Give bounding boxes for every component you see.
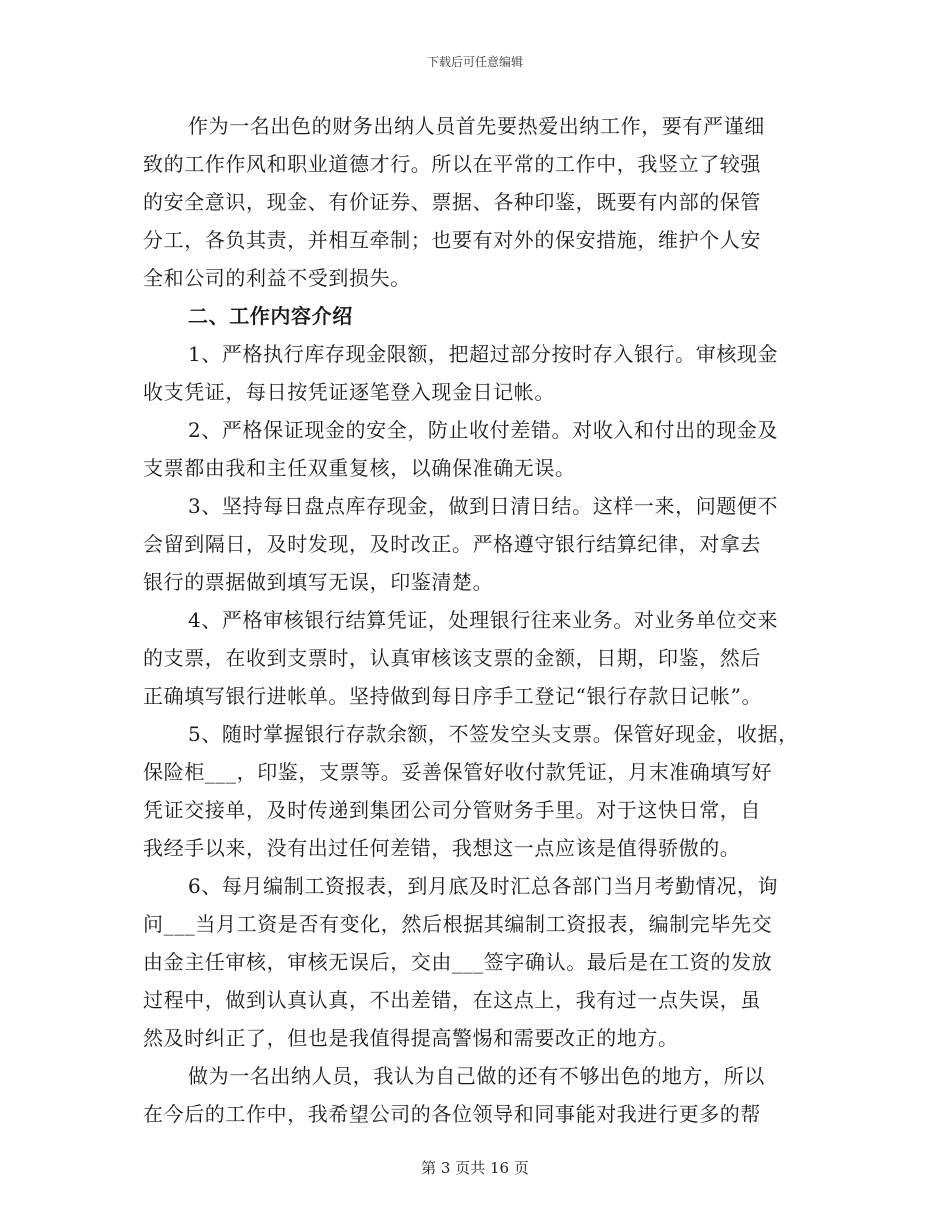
paragraph-line: 5、随时掌握银行存款余额，不签发空头支票。保管好现金，收据，	[188, 722, 799, 746]
paragraph-line: 1、严格执行库存现金限额，把超过部分按时存入银行。审核现金	[188, 342, 779, 366]
section-heading: 二、工作内容介绍	[188, 304, 353, 328]
paragraph-line: 由金主任审核，审核无误后，交由___签字确认。最后是在工资的发放	[143, 950, 773, 974]
paragraph-line: 支票都由我和主任双重复核，以确保准确无误。	[143, 456, 576, 480]
paragraph-line: 做为一名出纳人员，我认为自己做的还有不够出色的地方，所以	[188, 1064, 765, 1088]
paragraph-line: 2、严格保证现金的安全，防止收付差错。对收入和付出的现金及	[188, 418, 779, 442]
paragraph-line: 我经手以来，没有出过任何差错，我想这一点应该是值得骄傲的。	[143, 836, 741, 860]
page-footer: 第 3 页共 16 页	[421, 1159, 529, 1177]
paragraph-line: 银行的票据做到填写无误，印鉴清楚。	[143, 570, 494, 594]
paragraph-line: 6、每月编制工资报表，到月底及时汇总各部门当月考勤情况，询	[188, 874, 779, 898]
paragraph-line: 的支票，在收到支票时，认真审核该支票的金额，日期，印鉴，然后	[143, 646, 761, 670]
paragraph-line: 作为一名出色的财务出纳人员首先要热爱出纳工作，要有严谨细	[188, 114, 765, 138]
paragraph-line: 在今后的工作中，我希望公司的各位领导和同事能对我进行更多的帮	[143, 1102, 761, 1126]
page-header: 下载后可任意编辑	[426, 55, 523, 69]
paragraph-line: 正确填写银行进帐单。坚持做到每日序手工登记“银行存款日记帐”。	[143, 684, 763, 708]
paragraph-line: 凭证交接单，及时传递到集团公司分管财务手里。对于这快日常，自	[143, 798, 761, 822]
paragraph-line: 会留到隔日，及时发现，及时改正。严格遵守银行结算纪律，对拿去	[143, 532, 761, 556]
paragraph-line: 保险柜___，印鉴，支票等。妥善保管好收付款凭证，月末准确填写好	[143, 760, 773, 784]
paragraph-line: 4、严格审核银行结算凭证，处理银行往来业务。对业务单位交来	[188, 608, 779, 632]
paragraph-line: 问___当月工资是否有变化，然后根据其编制工资报表，编制完毕先交	[143, 912, 773, 936]
paragraph-line: 然及时纠正了，但也是我值得提高警惕和需要改正的地方。	[143, 1026, 679, 1050]
paragraph-line: 全和公司的利益不受到损失。	[143, 266, 411, 290]
paragraph-line: 收支凭证，每日按凭证逐笔登入现金日记帐。	[143, 380, 555, 404]
paragraph-line: 的安全意识，现金、有价证券、票据、各种印鉴，既要有内部的保管	[143, 190, 761, 214]
paragraph-line: 过程中，做到认真认真，不出差错，在这点上，我有过一点失误，虽	[143, 988, 761, 1012]
paragraph-line: 3、坚持每日盘点库存现金，做到日清日结。这样一来，问题便不	[188, 494, 779, 518]
paragraph-line: 分工，各负其责，并相互牵制；也要有对外的保安措施，维护个人安	[143, 228, 761, 252]
paragraph-line: 致的工作作风和职业道德才行。所以在平常的工作中，我竖立了较强	[143, 152, 761, 176]
